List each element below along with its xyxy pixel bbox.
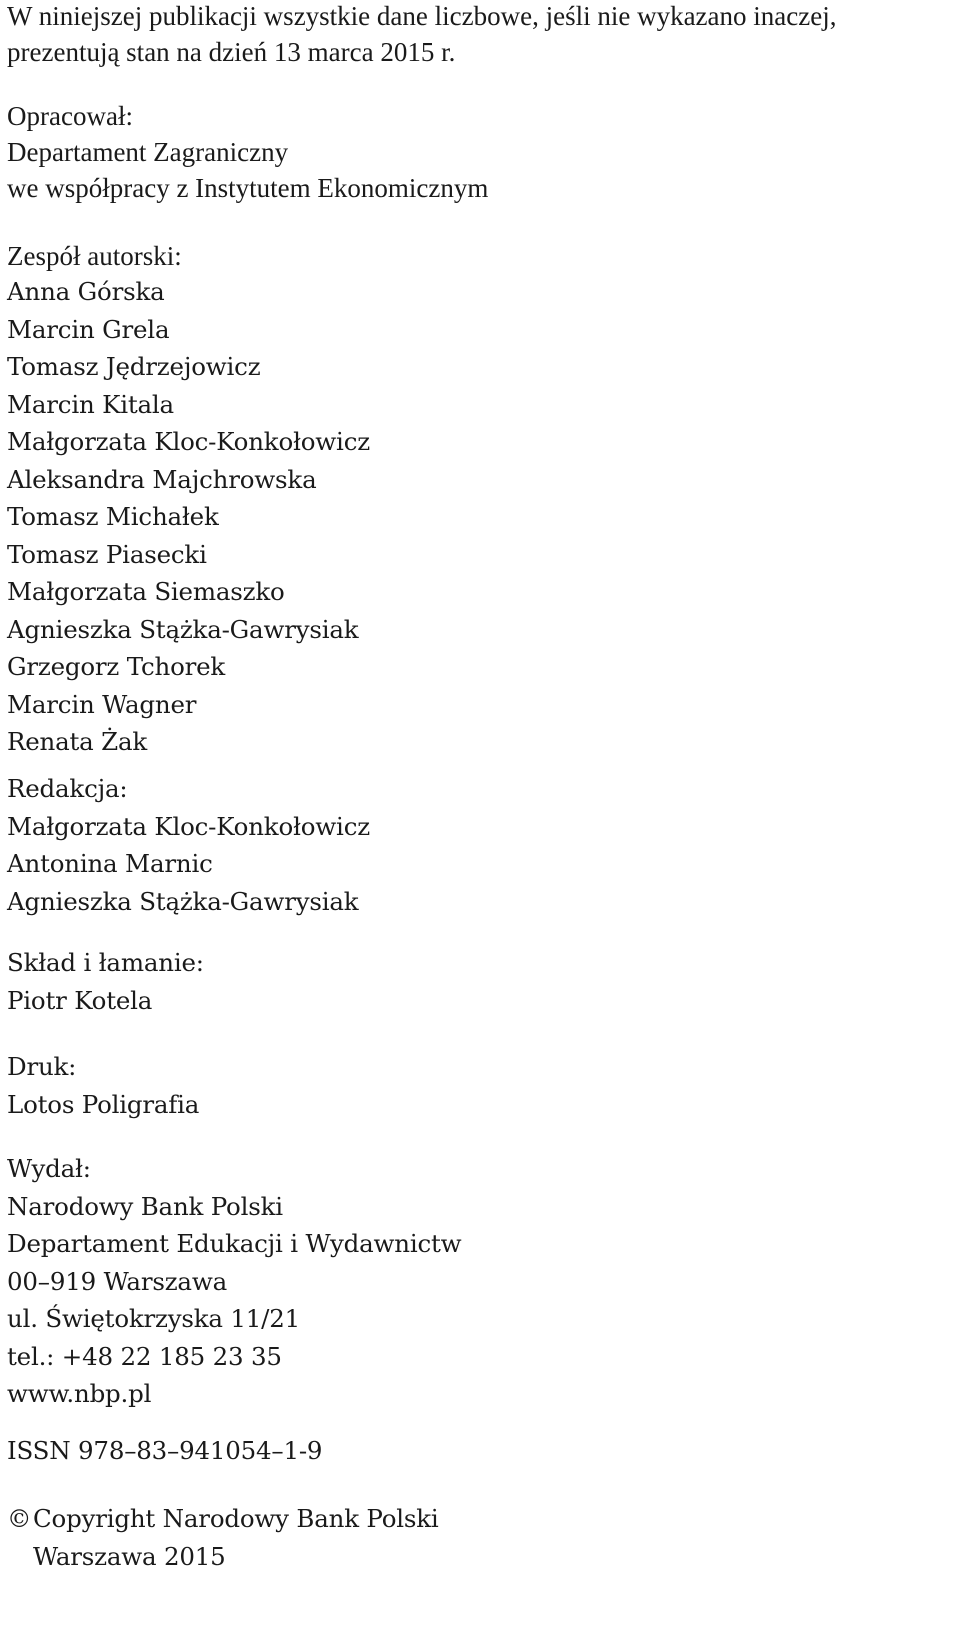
author-name: Marcin Wagner (7, 689, 197, 719)
editing-section (7, 770, 370, 920)
copyright-symbol: © (7, 1504, 32, 1533)
publisher-line: Departament Edukacji i Wydawnictw (7, 1229, 462, 1258)
publisher-label: Wydał: (7, 1154, 91, 1183)
intro-note (7, 0, 836, 70)
publisher-line: 00–919 Warszawa (7, 1266, 228, 1296)
author-name: Małgorzata Kloc-Konkołowicz (7, 427, 370, 456)
author-name: Anna Górska (7, 277, 165, 306)
authors-label: Zespół autorski: (7, 241, 182, 271)
editor-name: Małgorzata Kloc-Konkołowicz (7, 811, 370, 841)
intro-line: W niniejszej publikacji wszystkie dane liczbowe, jeśli nie wykazano inaczej, (7, 1, 837, 31)
prepared-line: Departament Zagraniczny (7, 137, 289, 167)
authors-list (7, 273, 370, 761)
intro-line: prezentują stan na dzień 13 marca 2015 r. (7, 37, 456, 67)
print-section (7, 1048, 199, 1123)
author-name: Aleksandra Majchrowska (7, 464, 317, 494)
author-name: Agnieszka Stążka-Gawrysiak (7, 614, 359, 644)
author-name: Tomasz Piasecki (7, 539, 207, 569)
editor-name: Agnieszka Stążka-Gawrysiak (7, 886, 359, 916)
typesetting-label: Skład i łamanie: (7, 948, 204, 977)
isbn-section (7, 1432, 322, 1470)
author-name: Grzegorz Tchorek (7, 652, 226, 681)
copyright-section (7, 1500, 439, 1575)
typesetting-section (7, 944, 204, 1019)
author-name: Marcin Grela (7, 314, 170, 344)
copyright-place-year: Warszawa 2015 (33, 1541, 226, 1571)
publisher-section (7, 1150, 461, 1413)
editor-name: Antonina Marnic (7, 849, 213, 878)
print-label: Druk: (7, 1052, 77, 1081)
imprint-page (7, 0, 947, 1646)
copyright-holder: Copyright Narodowy Bank Polski (33, 1504, 439, 1533)
typesetter-name: Piotr Kotela (7, 985, 153, 1015)
author-name: Tomasz Jędrzejowicz (7, 352, 261, 381)
author-name: Renata Żak (7, 727, 148, 756)
publisher-line: Narodowy Bank Polski (7, 1191, 283, 1221)
author-name: Marcin Kitala (7, 389, 174, 419)
publisher-website: www.nbp.pl (7, 1379, 152, 1408)
author-name: Małgorzata Siemaszko (7, 577, 285, 606)
prepared-label: Opracował: (7, 101, 133, 131)
author-name: Tomasz Michałek (7, 502, 219, 531)
isbn-number: ISSN 978–83–941054–1-9 (7, 1436, 323, 1465)
copyright-line (7, 1500, 439, 1538)
editing-label: Redakcja: (7, 774, 128, 803)
printer-name: Lotos Poligrafia (7, 1089, 200, 1119)
publisher-line: ul. Świętokrzyska 11/21 (7, 1304, 301, 1333)
prepared-section (7, 98, 488, 206)
prepared-line: we współpracy z Instytutem Ekonomicznym (7, 173, 489, 203)
publisher-line: tel.: +48 22 185 23 35 (7, 1341, 282, 1371)
authors-section (7, 238, 370, 761)
